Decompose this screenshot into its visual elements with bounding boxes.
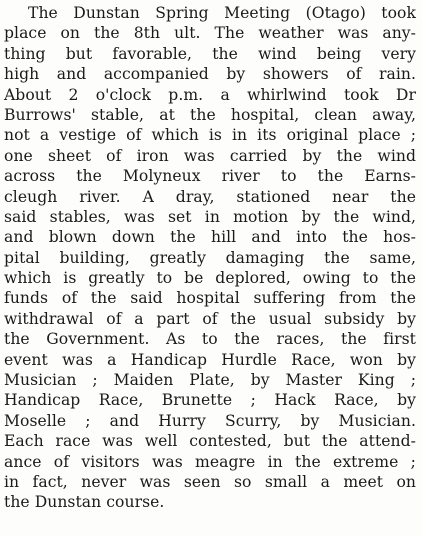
article-line: one sheet of iron was carried by the wind: [4, 146, 416, 165]
article-line: and blown down the hill and into the hos-: [4, 228, 416, 247]
article-line: place on the 8th ult. The weather was any-: [4, 24, 416, 43]
article-line: ance of visitors was meagre in the extreme ;: [4, 452, 416, 471]
article-line: The Dunstan Spring Meeting (Otago) took: [28, 4, 416, 22]
article-line: cleugh river. A dray, stationed near the: [4, 187, 416, 206]
article-line: Burrows' stable, at the hospital, clean away,: [4, 105, 416, 124]
article-line: not a vestige of which is in its original place ;: [4, 126, 416, 145]
article-line: pital building, greatly damaging the same,: [4, 248, 416, 267]
article-line: Handicap Race, Brunette ; Hack Race, by: [4, 391, 416, 410]
article-line: About 2 o'clock p.m. a whirlwind took Dr: [4, 85, 416, 104]
article-line: funds of the said hospital suffering from the: [4, 289, 416, 308]
article-paragraph: [4, 3, 416, 513]
article-line: the Dunstan course.: [4, 493, 165, 512]
article-line: Moselle ; and Hurry Scurry, by Musician.: [4, 411, 416, 430]
article-line: in fact, never was seen so small a meet on: [4, 472, 416, 491]
article-line: Each race was well contested, but the attend-: [4, 432, 416, 451]
article-line: which is greatly to be deplored, owing to the: [4, 269, 416, 288]
article-line: the Government. As to the races, the first: [4, 330, 416, 349]
article-line: said stables, was set in motion by the wind,: [4, 207, 416, 226]
article-line: across the Molyneux river to the Earns-: [4, 167, 416, 186]
article-line: thing but favorable, the wind being very: [4, 44, 416, 63]
article-line: high and accompanied by showers of rain.: [4, 65, 416, 84]
article-line: event was a Handicap Hurdle Race, won by: [4, 350, 416, 369]
article-line: withdrawal of a part of the usual subsidy by: [4, 309, 416, 328]
article-line: Musician ; Maiden Plate, by Master King ;: [4, 371, 416, 390]
